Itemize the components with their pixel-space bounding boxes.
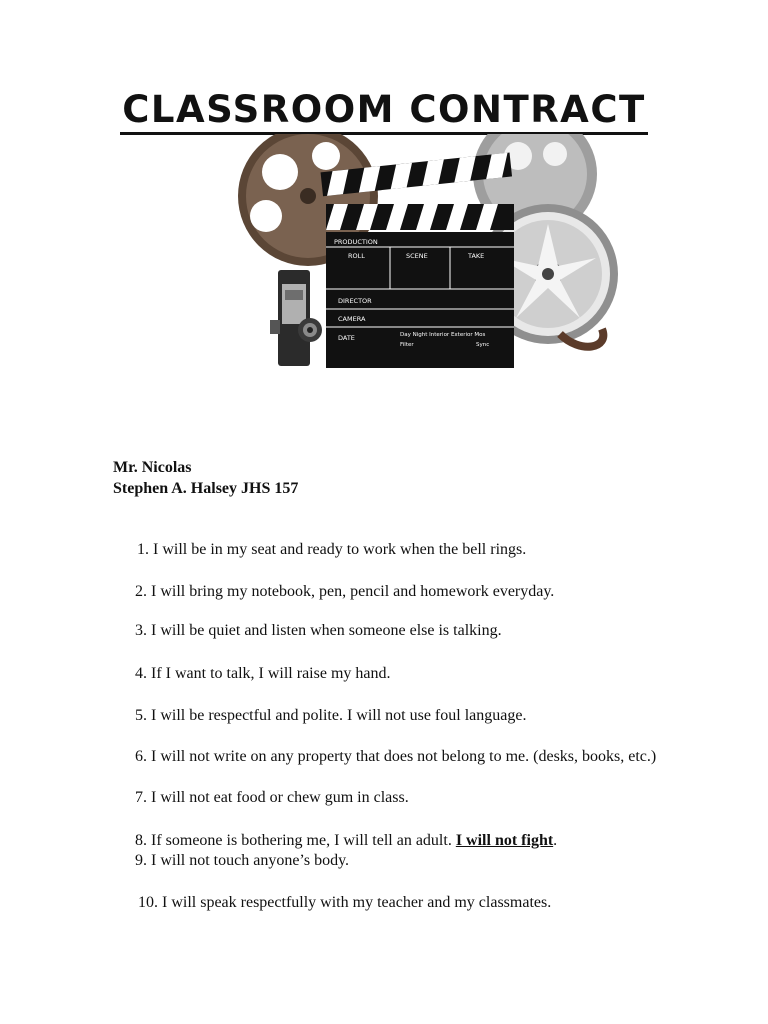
clapper-production-label: PRODUCTION	[334, 238, 378, 246]
clapper-camera-label: CAMERA	[338, 315, 366, 323]
teacher-info	[113, 457, 298, 499]
rule-text: 8. If someone is bothering me, I will tell an adult.	[135, 832, 456, 849]
rule-text: 10. I will speak respectfully with my teacher and my classmates.	[138, 894, 552, 911]
clapper-filter-label: Filter	[400, 342, 414, 348]
school-name: Stephen A. Halsey JHS 157	[113, 480, 299, 497]
clapper-date-label: DATE	[338, 334, 355, 342]
clapper-sync-label: Sync	[476, 342, 490, 348]
rule-item	[135, 622, 502, 640]
rule-suffix: .	[553, 832, 558, 849]
clapper-director-label: DIRECTOR	[338, 297, 372, 305]
rule-text: 3. I will be quiet and listen when someone else is talking.	[135, 622, 502, 639]
contract-title	[0, 88, 768, 131]
clapper-scene-label: SCENE	[406, 252, 428, 260]
rule-item	[135, 748, 656, 766]
rule-item	[135, 665, 391, 683]
teacher-name: Mr. Nicolas	[113, 459, 192, 476]
rule-text: 5. I will be respectful and polite. I will not use foul language.	[135, 707, 527, 724]
rule-text: 2. I will bring my notebook, pen, pencil and homework everyday.	[135, 583, 555, 600]
rule-item	[138, 894, 551, 912]
rule-emphasis: I will not fight	[455, 832, 554, 849]
clapper-roll-label: ROLL	[348, 252, 365, 260]
rule-text: 1. I will be in my seat and ready to work when the bell rings.	[137, 541, 527, 558]
rule-item	[135, 832, 557, 850]
rule-text: 4. If I want to talk, I will raise my hand.	[135, 665, 391, 682]
rule-item	[135, 707, 526, 725]
contract-title-text: CLASSROOM CONTRACT	[120, 88, 647, 135]
rule-text: 6. I will not write on any property that does not belong to me. (desks, books, etc.)	[135, 748, 657, 765]
rule-item	[135, 583, 554, 601]
clapper-line1-label: Day Night Interior Exterior Mos	[400, 332, 486, 338]
rule-item	[137, 541, 526, 559]
movie-camera	[270, 270, 322, 366]
rule-text: 9. I will not touch anyone’s body.	[135, 852, 350, 869]
clapper-take-label: TAKE	[468, 252, 485, 260]
film-equipment-illustration	[230, 134, 630, 374]
rule-item	[135, 852, 349, 870]
rule-text: 7. I will not eat food or chew gum in class.	[135, 789, 409, 806]
rule-item	[135, 789, 409, 807]
